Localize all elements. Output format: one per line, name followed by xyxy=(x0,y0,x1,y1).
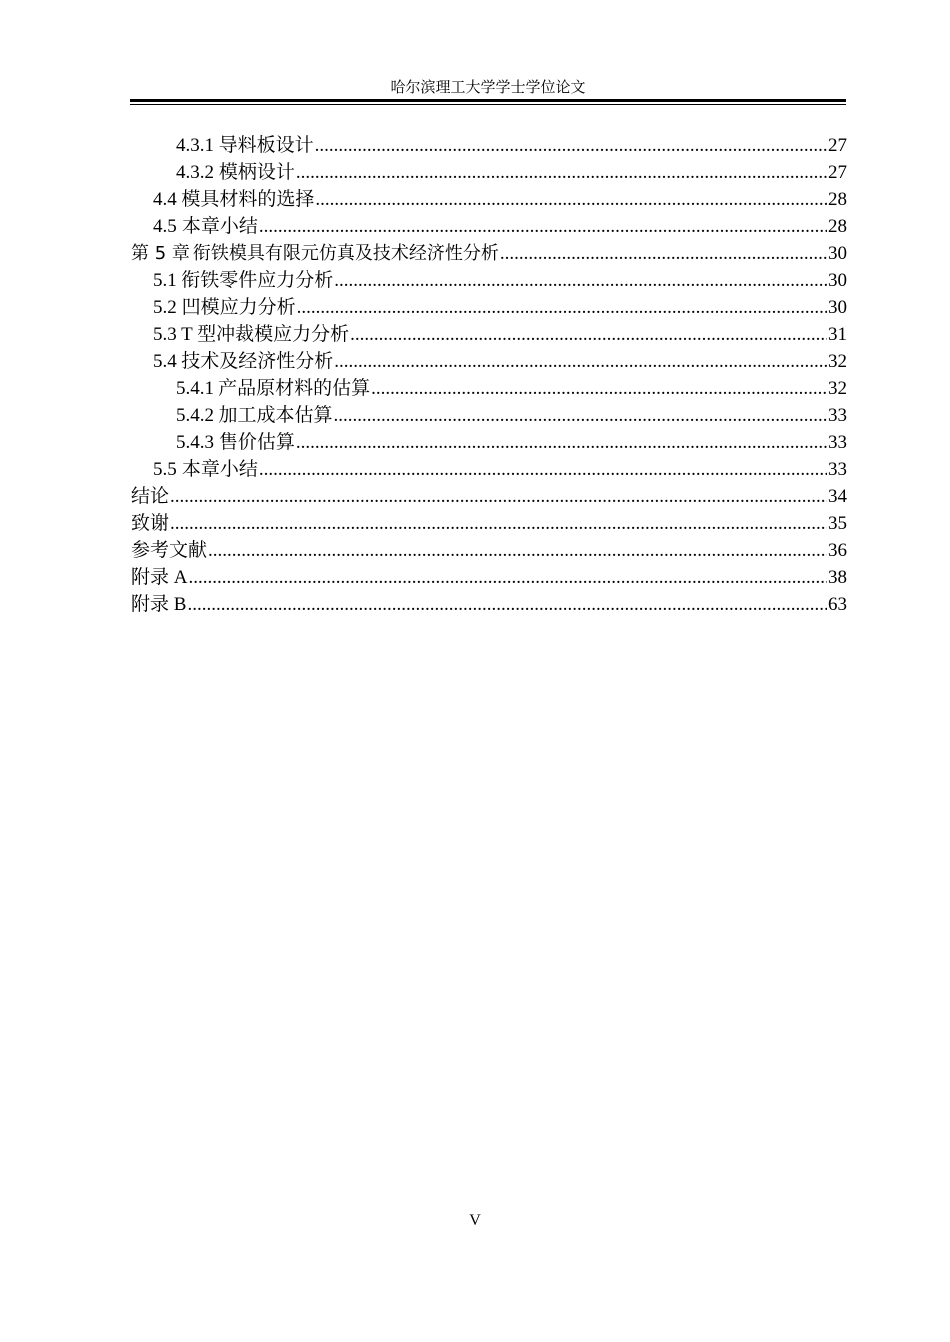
toc-entry-title: 衔铁模具有限元仿真及技术经济性分析 xyxy=(192,243,499,264)
toc-entry[interactable] xyxy=(131,240,847,267)
toc-dot-leader xyxy=(334,348,827,375)
toc-entry-title: 衔铁零件应力分析 xyxy=(181,270,334,291)
toc-entry-page: 32 xyxy=(828,351,847,372)
toc-dot-leader xyxy=(187,591,827,618)
toc-entry-page: 32 xyxy=(828,378,847,399)
toc-entry-number: 4.3.2 xyxy=(176,162,214,183)
toc-dot-leader xyxy=(334,267,827,294)
toc-entry[interactable] xyxy=(131,456,847,483)
toc-entry-title: 模具材料的选择 xyxy=(181,189,315,210)
toc-dot-leader xyxy=(188,564,827,591)
toc-entry-page: 28 xyxy=(828,189,847,210)
toc-entry-page: 36 xyxy=(828,540,847,561)
toc-entry-page: 30 xyxy=(828,270,847,291)
toc-entry[interactable] xyxy=(131,159,847,186)
toc-dot-leader xyxy=(500,240,827,267)
toc-dot-leader xyxy=(259,213,827,240)
toc-dot-leader xyxy=(350,321,827,348)
toc-dot-leader xyxy=(334,402,828,429)
toc-entry[interactable] xyxy=(131,537,847,564)
toc-entry-number: 5.2 xyxy=(153,297,177,318)
toc-entry-page: 35 xyxy=(828,513,847,534)
toc-entry-title: 参考文献 xyxy=(131,540,208,561)
toc-entry[interactable] xyxy=(131,591,847,618)
toc-dot-leader xyxy=(296,429,827,456)
toc-entry-title: 致谢 xyxy=(131,513,170,534)
toc-entry[interactable] xyxy=(131,132,847,159)
toc-entry-number: 5.4 xyxy=(153,351,177,372)
header-rule-thick xyxy=(130,99,846,102)
toc-entry[interactable] xyxy=(131,564,847,591)
toc-entry[interactable] xyxy=(131,294,847,321)
toc-entry-page: 33 xyxy=(828,459,847,480)
page-header-title: 哈尔滨理工大学学士学位论文 xyxy=(390,80,586,96)
toc-entry-page: 38 xyxy=(828,567,847,588)
toc-entry[interactable] xyxy=(131,402,847,429)
toc-entry-page: 31 xyxy=(828,324,847,345)
toc-entry-title: 附录 B xyxy=(131,594,187,615)
toc-entry[interactable] xyxy=(131,483,847,510)
toc-dot-leader xyxy=(296,159,827,186)
toc-entry-page: 27 xyxy=(828,162,847,183)
toc-entry-number: 5.4.1 xyxy=(176,378,214,399)
toc-entry-title: 模柄设计 xyxy=(218,162,295,183)
toc-entry-page: 30 xyxy=(828,243,847,264)
toc-dot-leader xyxy=(259,456,827,483)
toc-entry-title: T 型冲裁模应力分析 xyxy=(181,324,350,345)
toc-entry-page: 27 xyxy=(828,135,847,156)
header-rule-thin xyxy=(130,104,846,105)
toc-entry[interactable] xyxy=(131,321,847,348)
toc-entry-number: 5.4.3 xyxy=(176,432,214,453)
toc-entry-page: 63 xyxy=(828,594,847,615)
toc-entry[interactable] xyxy=(131,510,847,537)
toc-entry-number: 4.5 xyxy=(153,216,177,237)
toc-entry[interactable] xyxy=(131,186,847,213)
toc-entry-title: 本章小结 xyxy=(181,459,258,480)
toc-entry-title: 导料板设计 xyxy=(218,135,314,156)
toc-entry-page: 28 xyxy=(828,216,847,237)
toc-entry[interactable] xyxy=(131,348,847,375)
toc-entry-page: 34 xyxy=(828,486,847,507)
toc-entry-number: 5.4.2 xyxy=(176,405,214,426)
toc-entry-title: 技术及经济性分析 xyxy=(181,351,334,372)
toc-entry-number: 5.5 xyxy=(153,459,177,480)
toc-entry-number: 第 5 章 xyxy=(131,243,190,264)
toc-dot-leader xyxy=(170,483,827,510)
toc-entry-title: 附录 A xyxy=(131,567,188,588)
toc-entry-page: 33 xyxy=(828,405,847,426)
toc-entry-number: 5.1 xyxy=(153,270,177,291)
toc-dot-leader xyxy=(208,537,827,564)
toc-dot-leader xyxy=(315,186,827,213)
toc-entry-number: 4.3.1 xyxy=(176,135,214,156)
toc-entry-number: 5.3 xyxy=(153,324,177,345)
toc-entry[interactable] xyxy=(131,267,847,294)
toc-dot-leader xyxy=(371,375,827,402)
toc-entry-title: 凹模应力分析 xyxy=(181,297,296,318)
toc-entry-title: 售价估算 xyxy=(218,432,295,453)
toc-entry[interactable] xyxy=(131,429,847,456)
toc-entry-title: 结论 xyxy=(131,486,170,507)
toc-entry[interactable] xyxy=(131,213,847,240)
toc-dot-leader xyxy=(315,132,827,159)
toc-entry-number: 4.4 xyxy=(153,189,177,210)
toc-dot-leader xyxy=(297,294,827,321)
toc-entry-page: 30 xyxy=(828,297,847,318)
toc-dot-leader xyxy=(170,510,827,537)
toc-entry-title: 本章小结 xyxy=(181,216,258,237)
toc-entry-page: 33 xyxy=(828,432,847,453)
toc-entry-title: 产品原材料的估算 xyxy=(218,378,371,399)
table-of-contents xyxy=(131,132,847,618)
toc-entry[interactable] xyxy=(131,375,847,402)
page-number: V xyxy=(469,1212,481,1229)
toc-entry-title: 加工成本估算 xyxy=(218,405,333,426)
